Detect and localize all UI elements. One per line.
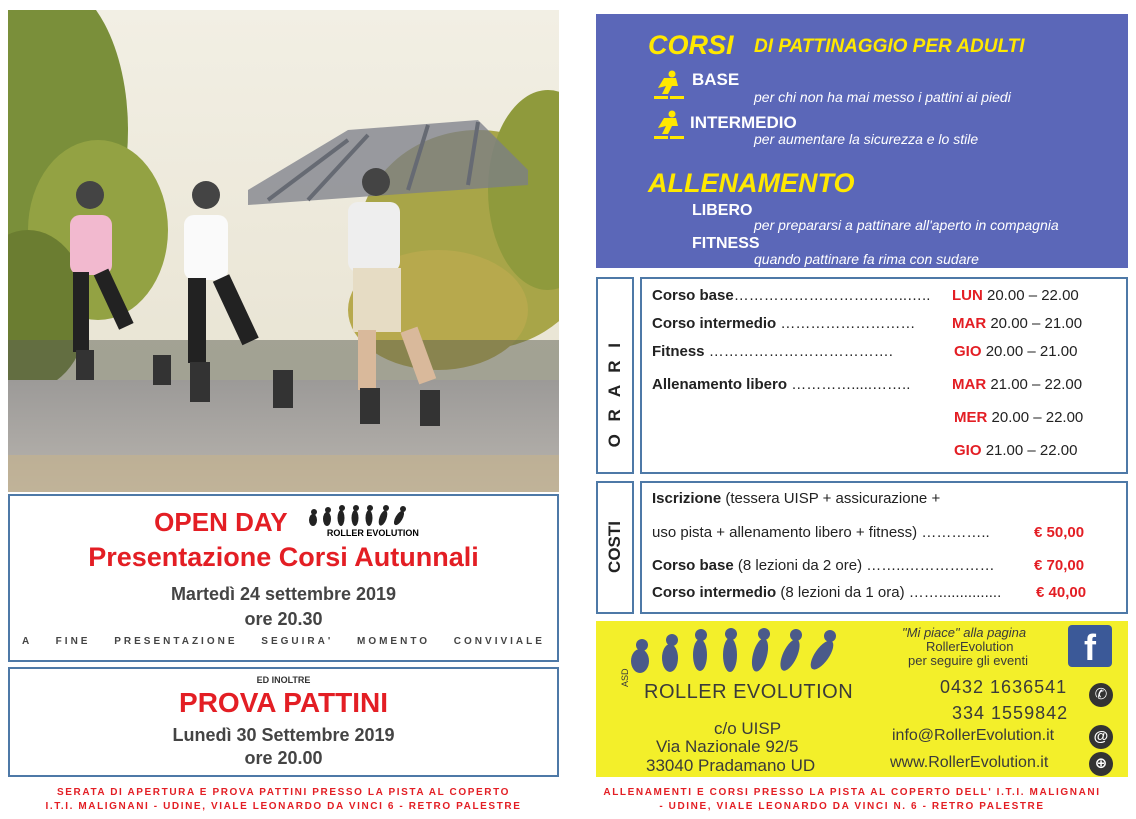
orari-day: MER xyxy=(954,409,988,426)
orari-label: O R A R I xyxy=(605,339,624,448)
ad-address-line2: Via Nazionale 92/5 xyxy=(656,737,799,756)
flyer-base-desc: per chi non ha mai messo i pattini ai piedi xyxy=(754,89,1011,105)
orari-day: LUN xyxy=(952,287,983,304)
email-icon: @ xyxy=(1089,725,1113,749)
open-day-subtitle: Presentazione Corsi Autunnali xyxy=(88,542,479,572)
orari-time: 20.00 – 21.00 xyxy=(985,343,1078,360)
orari-schedule xyxy=(954,343,1077,360)
flyer-libero-desc: per prepararsi a pattinare all'aperto in compagnia xyxy=(754,217,1059,233)
orari-course-name: Corso intermedio xyxy=(652,315,777,332)
ad-website: www.RollerEvolution.it xyxy=(890,754,1049,771)
prova-time: ore 20.00 xyxy=(244,748,323,768)
globe-icon: ⊕ xyxy=(1089,752,1113,776)
costi-base-row xyxy=(652,557,995,574)
orari-schedule xyxy=(952,287,1079,304)
open-day-note: A FINE PRESENTAZIONE SEGUIRA' MOMENTO CONVIVIALE xyxy=(22,636,545,647)
orari-day: MAR xyxy=(952,376,987,393)
flyer-heading-rest: DI PATTINAGGIO PER ADULTI xyxy=(754,36,1025,57)
costi-label-box xyxy=(596,481,634,614)
costi-base-detail: (8 lezioni da 2 ore) ……..……………… xyxy=(733,557,995,574)
flyer-libero-label: LIBERO xyxy=(692,202,753,219)
costi-table xyxy=(640,481,1128,614)
costi-base-price: € 70,00 xyxy=(1034,557,1085,574)
orari-dots: ……………………………..….. xyxy=(733,287,931,304)
ad-address-line1: c/o UISP xyxy=(714,719,782,738)
roller-evolution-logo xyxy=(307,504,419,540)
orari-label-box xyxy=(596,277,634,474)
ad-email: info@RollerEvolution.it xyxy=(892,727,1055,744)
prova-title: PROVA PATTINI xyxy=(179,687,388,718)
flyer-fitness-label: FITNESS xyxy=(692,235,760,252)
footer-right-line1: ALLENAMENTI E CORSI PRESSO LA PISTA AL COPERTO DELL' I.T.I. MALIGNANI xyxy=(603,787,1101,798)
footer-left-line2: I.T.I. MALIGNANI - UDINE, VIALE LEONARDO DA VINCI 6 - RETRO PALESTRE xyxy=(45,801,522,812)
ad-like-line1: "Mi piace" alla pagina xyxy=(902,625,1027,640)
orari-course-name: Corso base xyxy=(652,287,734,304)
open-day-title-row xyxy=(10,504,557,540)
orari-row xyxy=(652,315,915,332)
orari-time: 20.00 – 21.00 xyxy=(990,315,1083,332)
orari-dots: ………………………………. xyxy=(708,343,893,360)
flyer-heading-corsi: CORSI xyxy=(648,30,734,60)
open-day-box xyxy=(8,494,559,662)
orari-dots: ………….....…….. xyxy=(791,376,911,393)
skaters-photo xyxy=(8,10,559,492)
costi-iscrizione-title: Iscrizione xyxy=(652,490,722,507)
open-day-title: OPEN DAY xyxy=(154,506,288,537)
orari-schedule xyxy=(952,315,1082,332)
open-day-date: Martedì 24 settembre 2019 xyxy=(170,584,397,604)
orari-course-name: Fitness xyxy=(652,343,705,360)
costi-iscrizione-price: € 50,00 xyxy=(1034,524,1085,541)
skater-icon xyxy=(652,110,686,145)
flyer-intermedio-label: INTERMEDIO xyxy=(690,113,797,132)
facebook-icon: f xyxy=(1068,625,1112,667)
prova-intro: ED INOLTRE xyxy=(256,675,311,685)
flyer-intermedio-desc: per aumentare la sicurezza e lo stile xyxy=(754,131,979,147)
orari-course-name: Allenamento libero xyxy=(652,376,788,393)
orari-schedule xyxy=(954,442,1077,459)
costi-iscrizione-line2: uso pista + allenamento libero + fitness) ………….. xyxy=(652,524,990,541)
flyer-allenamento: ALLENAMENTO xyxy=(648,168,855,198)
orari-schedule xyxy=(954,409,1083,426)
phone-icon: ✆ xyxy=(1089,683,1113,707)
costi-inter-price: € 40,00 xyxy=(1036,584,1087,601)
costi-inter-row xyxy=(652,584,1001,601)
footer-right xyxy=(574,786,1130,814)
orari-day: MAR xyxy=(952,315,987,332)
skater-icon xyxy=(652,70,686,105)
open-day-time: ore 20.30 xyxy=(244,609,323,629)
orari-row xyxy=(652,287,930,304)
orari-row xyxy=(652,376,910,393)
orari-time: 20.00 – 22.00 xyxy=(991,409,1084,426)
orari-time: 21.00 – 22.00 xyxy=(985,442,1078,459)
orari-day: GIO xyxy=(954,343,982,360)
evolution-silhouettes xyxy=(626,625,856,682)
footer-left xyxy=(8,786,559,814)
orari-dots: ……………………… xyxy=(780,315,916,332)
costi-iscrizione-detail: (tessera UISP + assicurazione + xyxy=(721,490,941,507)
footer-left-line1: SERATA DI APERTURA E PROVA PATTINI PRESSO LA PISTA AL COPERTO xyxy=(57,787,510,798)
costi-inter-detail: (8 lezioni da 1 ora) ……............... xyxy=(776,584,1002,601)
orari-time: 20.00 – 22.00 xyxy=(987,287,1079,304)
orari-time: 21.00 – 22.00 xyxy=(990,376,1083,393)
prova-pattini-box xyxy=(8,667,559,777)
ad-like-line2: RollerEvolution xyxy=(926,639,1014,654)
flyer-base-label: BASE xyxy=(692,70,740,89)
ad-brand: ROLLER EVOLUTION xyxy=(644,681,854,703)
orari-row xyxy=(652,343,893,360)
courses-flyer xyxy=(596,14,1128,268)
costi-label: COSTI xyxy=(605,521,624,573)
costi-base-title: Corso base xyxy=(652,557,734,574)
orari-schedule xyxy=(952,376,1082,393)
footer-right-line2: - UDINE, VIALE LEONARDO DA VINCI N. 6 - RETRO PALESTRE xyxy=(659,801,1045,812)
flyer-fitness-desc: quando pattinare fa rima con sudare xyxy=(754,251,979,267)
roller-evolution-logo-text: ROLLER EVOLUTION xyxy=(326,528,419,538)
roller-evolution-ad xyxy=(596,621,1128,777)
prova-date: Lunedì 30 Settembre 2019 xyxy=(172,725,395,745)
ad-phone2: 334 1559842 xyxy=(952,703,1069,723)
costi-iscrizione-line1 xyxy=(652,490,940,507)
costi-inter-title: Corso intermedio xyxy=(652,584,777,601)
orari-table xyxy=(640,277,1128,474)
orari-day: GIO xyxy=(954,442,982,459)
ad-asd: ASD xyxy=(620,668,630,687)
ad-like-line3: per seguire gli eventi xyxy=(908,653,1028,668)
ad-phone1: 0432 1636541 xyxy=(940,677,1068,697)
ad-address-line3: 33040 Pradamano UD xyxy=(646,756,816,775)
